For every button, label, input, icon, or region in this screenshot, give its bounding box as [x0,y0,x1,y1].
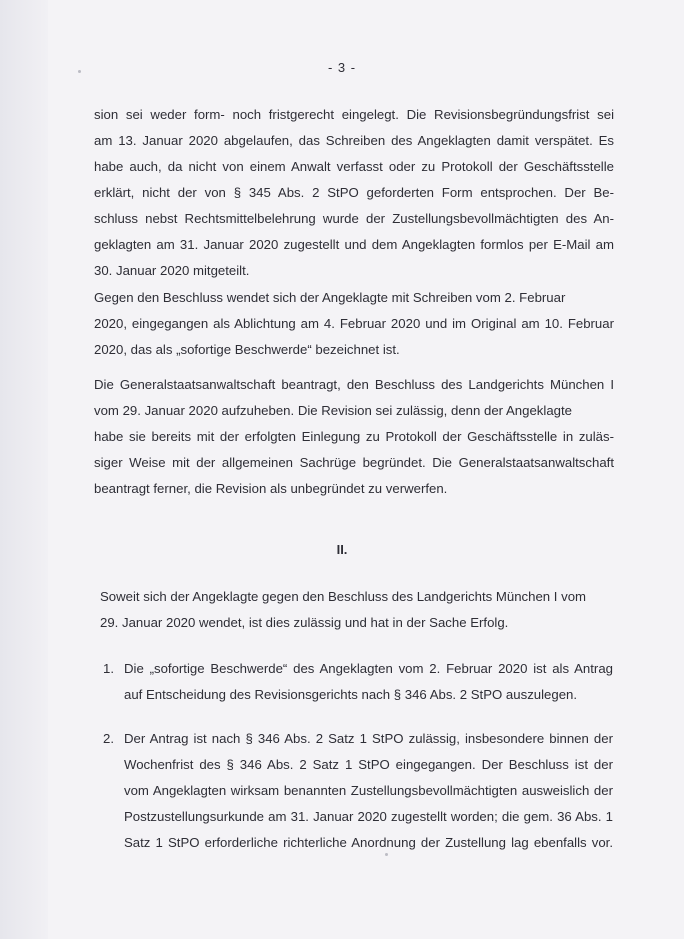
paragraph-3 [94,372,614,502]
text-line: vom 29. Januar 2020 aufzuheben. Die Revision sei zulässig, denn der Angeklagte [94,403,572,418]
text-line: Postzustellungsurkunde am 31. Januar 2020 zugestellt worden; die gem. 36 Abs. 1 [124,809,613,824]
text-line: am 13. Januar 2020 abgelaufen, das Schreiben des Angeklagten damit verspätet. Es [94,133,614,148]
text-line: Die Generalstaatsanwaltschaft beantragt, den Beschluss des Landgerichts München I [94,377,614,392]
text-line: vom Angeklagten wirksam benannten Zustellungsbevollmächtigten ausweislich der [124,783,613,798]
text-line: Gegen den Beschluss wendet sich der Angeklagte mit Schreiben vom 2. Februar [94,290,566,305]
text-line: sion sei weder form- noch fristgerecht eingelegt. Die Revisionsbegründungsfrist sei [94,107,614,122]
text-line: Die „sofortige Beschwerde“ des Angeklagten vom 2. Februar 2020 ist als Antrag [124,661,613,676]
paragraph-4 [100,584,600,636]
item-number: 2. [103,731,114,746]
paragraph-2 [94,285,614,363]
page-number: - 3 - [327,60,357,75]
text-line: Soweit sich der Angeklagte gegen den Beschluss des Landgerichts München I vom [100,589,587,604]
text-line: siger Weise mit der allgemeinen Sachrüge begründet. Die Generalstaatsanwaltschaft [94,455,614,470]
text-line: habe auch, da nicht von einem Anwalt verfasst oder zu Protokoll der Geschäftsstelle [94,159,614,174]
text-line: schluss nebst Rechtsmittelbelehrung wurde der Zustellungsbevollmächtigten des An- [94,211,614,226]
scan-edge-shadow [0,0,48,939]
text-line: auf Entscheidung des Revisionsgerichts nach § 346 Abs. 2 StPO auszulegen. [124,687,578,702]
text-line: Der Antrag ist nach § 346 Abs. 2 Satz 1 StPO zulässig, insbesondere binnen der [124,731,613,746]
text-line: habe sie bereits mit der erfolgten Einlegung zu Protokoll der Geschäftsstelle in zuläs- [94,429,614,444]
text-line: 2020, eingegangen als Ablichtung am 4. Februar 2020 und im Original am 10. Februar [94,316,614,331]
paragraph-1 [94,102,614,284]
text-line: Wochenfrist des § 346 Abs. 2 Satz 1 StPO eingegangen. Der Beschluss ist der [124,757,613,772]
text-line: beantragt ferner, die Revision als unbegründet zu verwerfen. [94,481,448,496]
text-line: 29. Januar 2020 wendet, ist dies zulässig und hat in der Sache Erfolg. [100,615,509,630]
item-number: 1. [103,661,114,676]
text-line: 2020, das als „sofortige Beschwerde“ bezeichnet ist. [94,342,400,357]
text-line: geklagten am 31. Januar 2020 zugestellt und dem Angeklagten formlos per E-Mail am [94,237,614,252]
text-line: erklärt, nicht der von § 345 Abs. 2 StPO geforderten Form entsprochen. Der Be- [94,185,614,200]
text-line: 30. Januar 2020 mitgeteilt. [94,263,250,278]
text-line: Satz 1 StPO erforderliche richterliche Anordnung der Zustellung lag ebenfalls vor. [124,835,613,850]
section-heading: II. [336,542,348,557]
